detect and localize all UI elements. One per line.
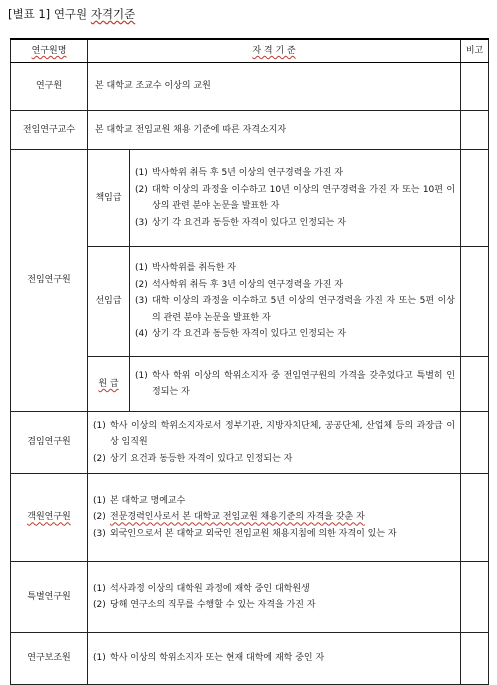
row-researcher	[11, 63, 489, 111]
category-special: 특별연구원	[11, 562, 88, 633]
note-staff	[461, 357, 489, 412]
title-prefix: [별표 1]	[8, 7, 51, 21]
grade-senior: 선임급	[88, 247, 130, 357]
criteria-concurrent	[88, 412, 461, 474]
category-visiting: 객원연구원	[11, 474, 88, 562]
title-main: 연구원	[53, 7, 88, 21]
row-assistant	[11, 633, 489, 685]
list-item: (1) 석사과정 이상의 대학원 과정에 재학 중인 대학원생	[93, 583, 310, 594]
list-item: (1) 학사 학위 이상의 학위소지자 중 전임연구원의 가격을 갖추었다고 특별히 인정되는 자	[135, 370, 456, 397]
header-category: 연구원명	[11, 39, 88, 63]
list-item: (3) 대학 이상의 과정을 이수하고 5년 이상의 연구경력을 가진 자 또는 5편 이상의 관련 분야 논문을 발표한 자	[135, 296, 456, 323]
criteria-special	[88, 562, 461, 633]
document-title	[8, 6, 135, 22]
note-assistant	[461, 633, 489, 685]
list-item: (2) 석사학위 취득 후 3년 이상의 연구경력을 가진 자	[135, 279, 343, 290]
list-item: (3) 상기 각 요건과 동등한 자격이 있다고 인정되는 자	[135, 217, 346, 228]
list-item: (1) 박사학위를 취득한 자	[135, 263, 236, 274]
criteria-assistant	[88, 633, 461, 685]
grade-chief: 책임급	[88, 150, 130, 247]
row-fulltime-qualified	[11, 111, 489, 150]
note-fulltime-qualified	[461, 111, 489, 150]
note-researcher	[461, 63, 489, 111]
criteria-senior	[130, 247, 461, 357]
category-fulltime-qualified: 전임연구교수	[11, 111, 88, 150]
note-chief	[461, 150, 489, 247]
list-item: (2) 상기 요건과 동등한 자격이 있다고 인정되는 자	[93, 453, 293, 464]
criteria-researcher: 본 대학교 조교수 이상의 교원	[88, 63, 461, 111]
header-row	[11, 39, 489, 63]
list-item: (3) 외국인으로서 본 대학교 외국인 전임교원 채용지침에 의한 자격이 있는 자	[93, 528, 397, 539]
note-concurrent	[461, 412, 489, 474]
row-concurrent	[11, 412, 489, 474]
list-item: (2) 당해 연구소의 직무를 수행할 수 있는 자격을 가진 자	[93, 600, 316, 610]
header-note: 비고	[461, 39, 489, 63]
note-senior	[461, 247, 489, 357]
list-item: (1) 박사학위 취득 후 5년 이상의 연구경력을 가진 자	[135, 168, 343, 178]
row-fulltime-chief	[11, 150, 489, 247]
list-item: (1) 학사 이상의 학위소지자 또는 현재 대학에 재학 중인 자	[93, 653, 325, 664]
qualification-table	[10, 38, 489, 685]
criteria-fulltime-qualified: 본 대학교 전임교원 채용 기준에 따른 자격소지자	[88, 111, 461, 150]
title-accent: 자격기준	[90, 7, 136, 21]
list-item: (2) 전문경력인사로서 본 대학교 전임교원 채용기준의 자격을 갖춘 자	[93, 512, 365, 523]
row-visiting	[11, 474, 489, 562]
criteria-visiting	[88, 474, 461, 562]
note-special	[461, 562, 489, 633]
category-fulltime: 전임연구원	[11, 150, 88, 412]
grade-staff: 원 급	[88, 357, 130, 412]
list-item: (2) 대학 이상의 과정을 이수하고 10년 이상의 연구경력을 가진 자 또는 10편 이상의 관련 분야 논문을 발표한 자	[135, 184, 456, 211]
criteria-chief	[130, 150, 461, 247]
category-researcher: 연구원	[11, 63, 88, 111]
category-concurrent: 겸임연구원	[11, 412, 88, 474]
row-special	[11, 562, 489, 633]
list-item: (4) 상기 각 요건과 동등한 자격이 있다고 인정되는 자	[135, 329, 346, 340]
header-criteria: 자 격 기 준	[88, 39, 461, 63]
category-assistant: 연구보조원	[11, 633, 88, 685]
list-item: (1) 학사 이상의 학위소지자로서 정부기관, 지방자치단체, 공공단체, 산업체 등의 과장급 이상 임직원	[93, 420, 456, 448]
list-item: (1) 본 대학교 명예교수	[93, 495, 186, 506]
note-visiting	[461, 474, 489, 562]
criteria-staff	[130, 357, 461, 412]
